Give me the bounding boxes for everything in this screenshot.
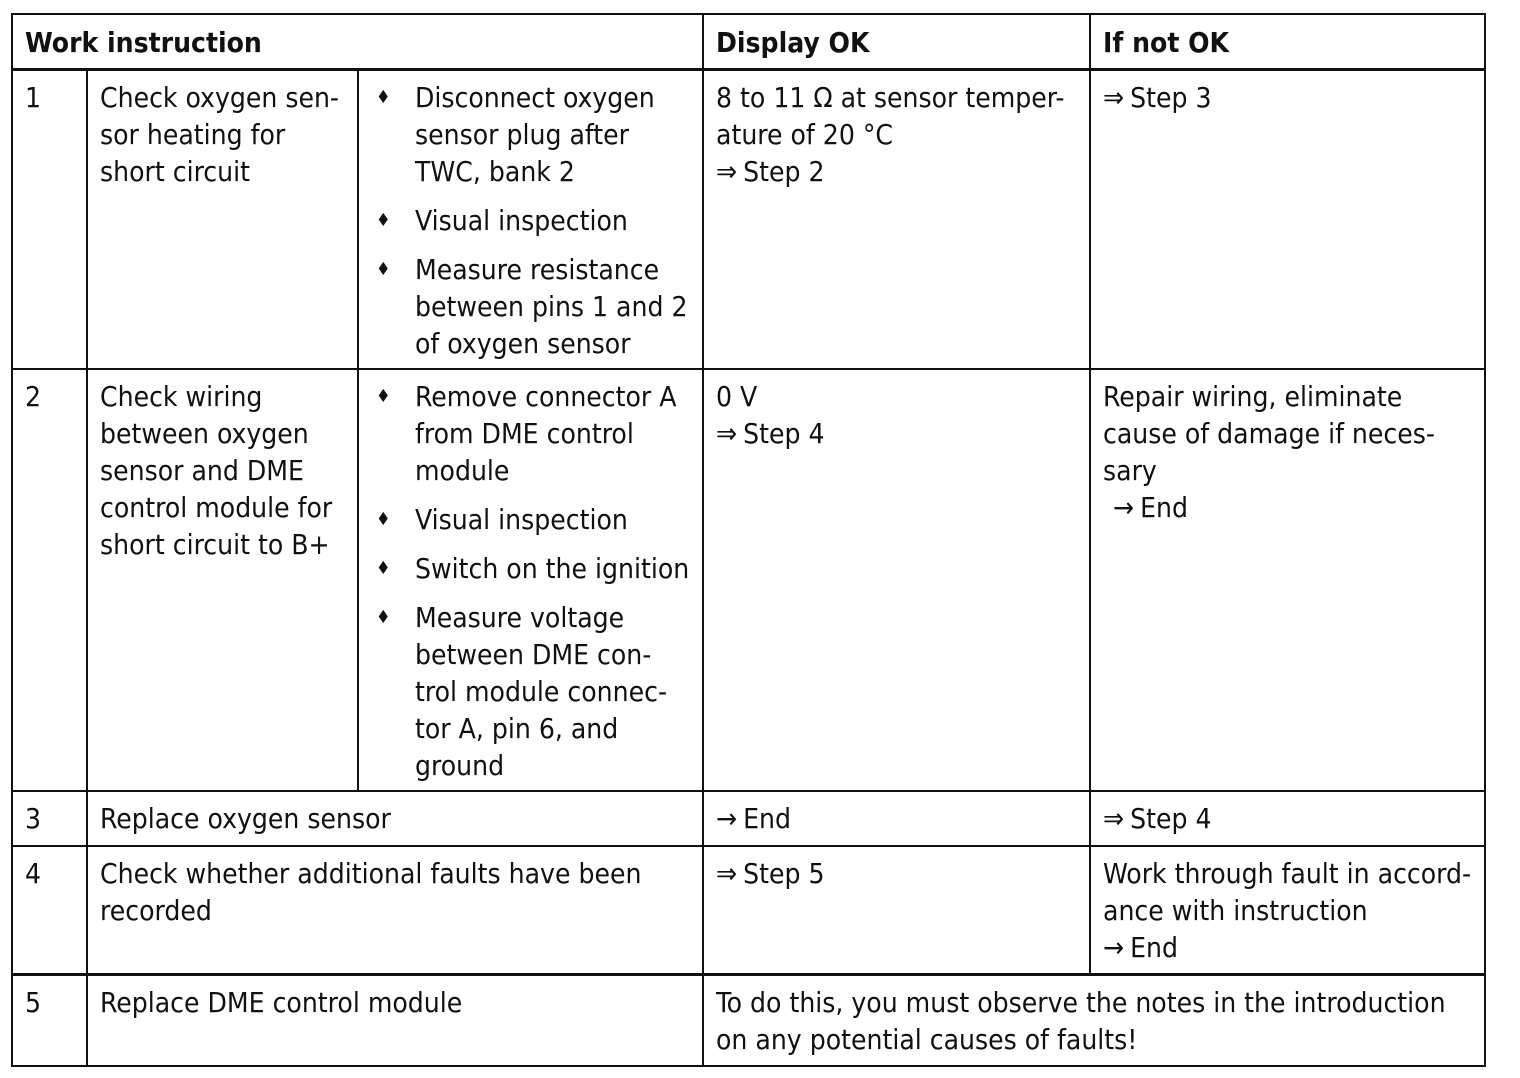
notok-target: Step 4 (1130, 802, 1212, 835)
notok-text: Repair wiring, eliminate cause of damage if neces-sary (1103, 380, 1435, 487)
list-item: ♦ Switch on the ignition (376, 552, 690, 585)
list-item: ♦ Visual inspection (376, 503, 628, 536)
table-row (12, 846, 1485, 974)
table-row (12, 70, 1485, 370)
if-not-ok-cell (1090, 846, 1485, 974)
step-note: To do this, you must observe the notes in the introduction on any potential causes of faults! (703, 974, 1485, 1066)
notok-target: End (1140, 491, 1189, 524)
step-task: Replace DME control module (87, 974, 703, 1066)
step-task: Check oxygen sen-sor heating for short circuit (87, 70, 358, 370)
step-task: Check wiring between oxygen sensor and DME control module for short circuit to B+ (87, 369, 358, 791)
bullet-icon: ♦ (376, 558, 391, 579)
header-display-ok: Display OK (703, 14, 1090, 70)
list-item: ♦ Remove connector A from DME control module (376, 380, 677, 487)
arrow-right-icon: → (1103, 931, 1125, 964)
header-if-not-ok: If not OK (1090, 14, 1485, 70)
ok-target: Step 2 (743, 155, 825, 188)
header-row (12, 14, 1485, 70)
ok-target: Step 5 (743, 857, 825, 890)
ok-text: 8 to 11 Ω at sensor temper-ature of 20 °C (716, 81, 1065, 151)
arrow-right-icon: → (716, 802, 738, 835)
bullet-icon: ♦ (376, 509, 391, 530)
display-ok-cell (703, 369, 1090, 791)
table-row (12, 791, 1485, 846)
arrow-right-icon: → (1113, 491, 1135, 524)
table-row (12, 974, 1485, 1066)
implies-icon: ⇒ (716, 417, 738, 450)
display-ok-cell (703, 70, 1090, 370)
bullet-icon: ♦ (376, 259, 391, 280)
implies-icon: ⇒ (716, 155, 738, 188)
bullet-icon: ♦ (376, 210, 391, 231)
step-number: 2 (12, 369, 87, 791)
step-actions (358, 369, 703, 791)
bullet-icon: ♦ (376, 607, 391, 628)
list-item: ♦ Measure voltage between DME con-trol module connec-tor A, pin 6, and ground (376, 601, 668, 782)
implies-icon: ⇒ (1103, 81, 1125, 114)
step-actions (358, 70, 703, 370)
implies-icon: ⇒ (716, 857, 738, 890)
notok-text: Work through fault in accord-ance with instruction (1103, 857, 1472, 927)
bullet-icon: ♦ (376, 87, 391, 108)
if-not-ok-cell (1090, 791, 1485, 846)
list-item: ♦ Measure resistance between pins 1 and 2 of oxygen sensor (376, 253, 688, 360)
header-work-instruction: Work instruction (12, 14, 703, 70)
ok-target: End (743, 802, 792, 835)
ok-target: Step 4 (743, 417, 825, 450)
step-task: Check whether additional faults have been recorded (87, 846, 703, 974)
step-number: 5 (12, 974, 87, 1066)
list-item: ♦ Disconnect oxygen sensor plug after TWC, bank 2 (376, 81, 655, 188)
if-not-ok-cell (1090, 369, 1485, 791)
if-not-ok-cell (1090, 70, 1485, 370)
list-item: ♦ Visual inspection (376, 204, 628, 237)
notok-target: End (1130, 931, 1179, 964)
step-task: Replace oxygen sensor (87, 791, 703, 846)
display-ok-cell (703, 846, 1090, 974)
display-ok-cell (703, 791, 1090, 846)
step-number: 4 (12, 846, 87, 974)
table-row (12, 369, 1485, 791)
work-instruction-table (11, 13, 1486, 1067)
notok-target: Step 3 (1130, 81, 1212, 114)
bullet-icon: ♦ (376, 386, 391, 407)
step-number: 3 (12, 791, 87, 846)
implies-icon: ⇒ (1103, 802, 1125, 835)
ok-text: 0 V (716, 380, 758, 413)
step-number: 1 (12, 70, 87, 370)
